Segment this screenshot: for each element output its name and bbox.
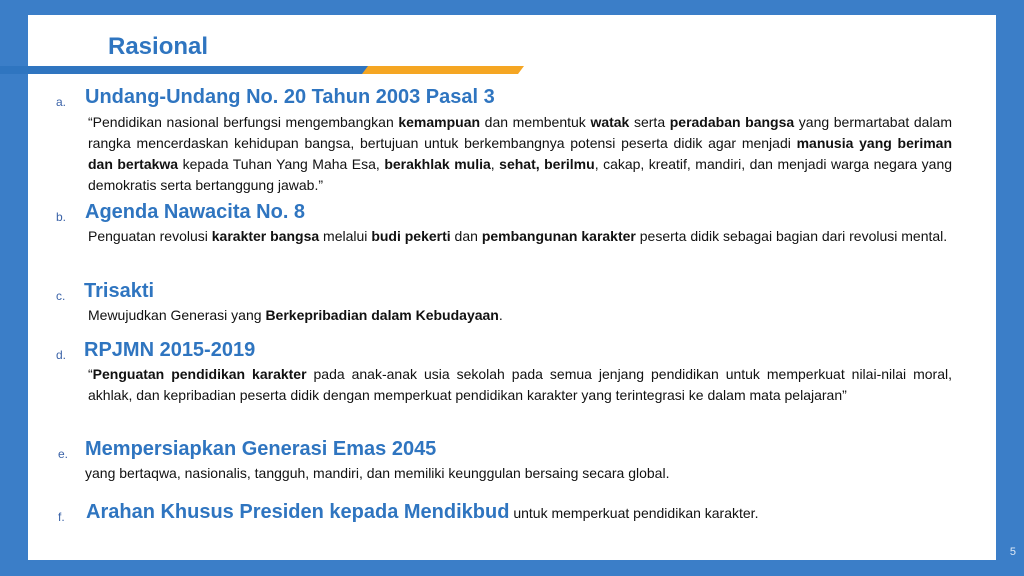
slide-title: Rasional	[108, 33, 209, 60]
item-heading: Undang-Undang No. 20 Tahun 2003 Pasal 3	[85, 86, 495, 108]
body-text: “	[88, 366, 93, 382]
body-text: peserta didik sebagai bagian dari revolusi mental.	[635, 228, 948, 244]
emphasis-text: Penguatan pendidikan karakter	[92, 366, 307, 382]
emphasis-text: peradaban bangsa	[669, 114, 795, 130]
body-text: dan membentuk	[480, 114, 591, 130]
item-heading: Mempersiapkan Generasi Emas 2045	[85, 438, 437, 460]
item-heading	[86, 501, 758, 524]
item-body	[88, 305, 952, 326]
item-body	[88, 364, 952, 406]
body-text: yang bermartabat dalam rangka mencerdaskan kehidupan bangsa, bertujuan untuk berkembangnya potensi peserta didik agar menjadi	[88, 114, 953, 151]
body-text: dan	[450, 228, 482, 244]
body-text: Penguatan revolusi	[88, 228, 212, 244]
title-underline-blue	[0, 66, 370, 74]
body-text: yang bertaqwa, nasionalis, tangguh, mandiri, dan memiliki keunggulan bersaing secara global.	[85, 465, 670, 481]
item-marker: d.	[56, 348, 67, 362]
item-heading-tail: untuk memperkuat pendidikan karakter.	[509, 505, 759, 521]
item-heading: Trisakti	[84, 280, 155, 302]
item-marker: e.	[58, 447, 69, 461]
emphasis-text: budi pekerti	[371, 228, 451, 244]
item-body	[88, 226, 952, 247]
emphasis-text: sehat, berilmu	[499, 156, 595, 172]
body-text: Mewujudkan Generasi yang	[88, 307, 266, 323]
body-text: kepada Tuhan Yang Maha Esa,	[178, 156, 385, 172]
emphasis-text: watak	[590, 114, 630, 130]
item-body	[85, 463, 949, 484]
item-heading: RPJMN 2015-2019	[84, 339, 256, 361]
page-number: 5	[1009, 546, 1016, 558]
emphasis-text: manusia yang beriman dan bertakwa	[88, 135, 953, 172]
body-text: “Pendidikan nasional berfungsi mengembangkan	[88, 114, 399, 130]
emphasis-text: Berkepribadian dalam Kebudayaan	[265, 307, 499, 323]
item-marker: f.	[58, 510, 65, 524]
emphasis-text: kemampuan	[398, 114, 481, 130]
emphasis-text: karakter bangsa	[211, 228, 320, 244]
item-heading-text: Arahan Khusus Presiden kepada Mendikbud	[86, 501, 510, 523]
body-text: , cakap, kreatif, mandiri, dan menjadi warga negara yang demokratis serta bertanggung jawab.”	[88, 156, 953, 193]
body-text: pada anak-anak usia sekolah pada semua jenjang pendidikan untuk memperkuat nilai-nilai moral, akhlak, dan kepribadian peserta didik dengan memperkuat pendidikan karakter yang terintegrasi ke dalam mata pelajaran”	[88, 366, 952, 403]
title-underline-orange	[362, 66, 524, 74]
emphasis-text: pembangunan karakter	[481, 228, 636, 244]
item-marker: b.	[56, 210, 67, 224]
item-body	[88, 112, 952, 196]
body-text: ,	[490, 156, 500, 172]
body-text: .	[498, 307, 503, 323]
item-marker: a.	[56, 95, 67, 109]
body-text: melalui	[319, 228, 372, 244]
item-heading: Agenda Nawacita No. 8	[85, 201, 306, 223]
body-text: serta	[629, 114, 670, 130]
item-marker: c.	[56, 289, 66, 303]
emphasis-text: berakhlak mulia	[384, 156, 491, 172]
